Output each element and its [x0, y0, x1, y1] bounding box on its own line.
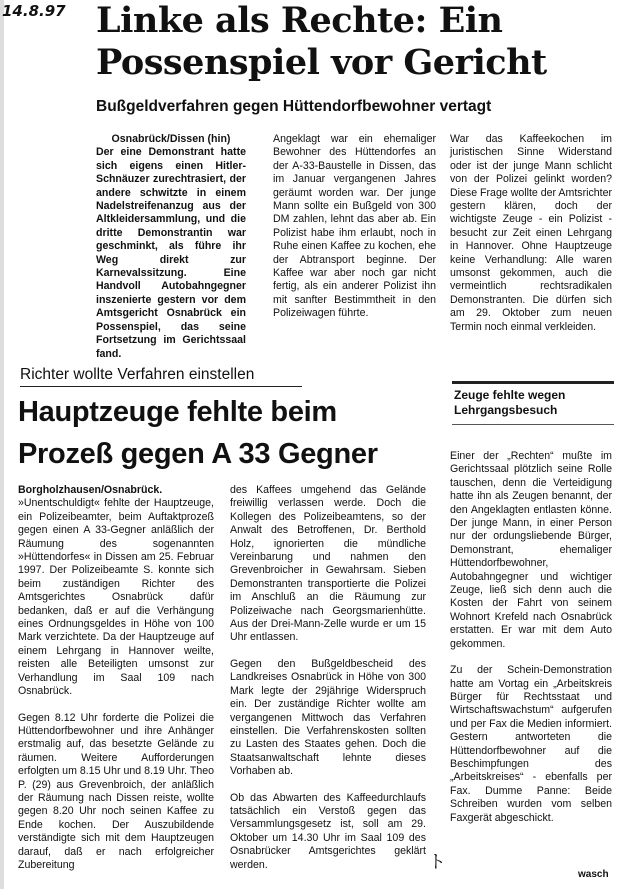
article2-col2-p2: Gegen den Bußgeldbescheid des Landkreises Osnabrück in Höhe von 300 Mark legte der 29jährige Widerspruch ein. Der zuständige Richter wollte am vergangenen Mittwoch das Verfahren einstellen. Die Verfahrenskosten sollten zu Lasten des Staates gehen. Doch die Staatsanwaltschaft lehnte dieses Vorhaben ab. [230, 657, 426, 778]
subheadline: Bußgeldverfahren gegen Hüttendorfbewohner vertagt [96, 98, 492, 115]
article2-column1 [18, 484, 214, 885]
sidebox-title: Zeuge fehlte wegen Lehrgangsbesuch [452, 381, 614, 425]
article1-lead-text: Der eine Demonstrant hatte sich eigens einen Hitler-Schnäuzer zurechtrasiert, der andere schwitzte in einem Nadelstreifenanzug aus der Altkleidersammlung, und die dritte Demonstrantin war geschminkt, als führe ihr Weg direkt zur Karnevalssitzung. Eine Handvoll Autobahngegner inszenierte gestern vor dem Amtsgericht Osnabrück ein Possenspiel, das seine Fortsetzung im Gerichtssaal fand. [96, 146, 246, 360]
article2-col2-p1: des Kaffees umgehend das Gelände freiwillig verlassen werde. Doch die Kollegen des Polizeibeamtens, so der Anwalt des Betroffenen, Dr. Berthold Holz, ignorierten die mündliche Vereinbarung und nahmen den Grevenbroicher in Gewahrsam. Sieben Demonstranten transportierte die Polizei im Anschluß an die Räumung zur Polizeiwache nach Georgsmarienhütte. Aus der Drei-Mann-Zelle wurde er um 15 Uhr entlassen. [230, 484, 426, 644]
article1-column2: Angeklagt war ein ehemaliger Bewohner des Hüttendorfes an der A-33-Baustelle in Dissen, das im Januar vergangenen Jahres geräumt worden war. Der junge Mann sollte ein Bußgeld von 300 DM zahlen, lehnt das aber ab. Ein Polizist habe ihm erlaubt, noch in Ruhe einen Kaffee zu kochen, ehe der Abtransport beginne. Der Kaffee war aber noch gar nicht fertig, als ein anderer Polizist ihn mit sanfter Bestimmtheit in den Polizeiwagen führte. [273, 133, 436, 320]
byline: wasch [578, 869, 609, 880]
article1-dateline: Osnabrück/Dissen (hin) [111, 133, 231, 145]
headline-line2: Possenspiel vor Gericht [96, 42, 547, 83]
article2-col2-p3: Ob das Abwarten des Kaffeedurchlaufs tatsächlich ein Verstoß gegen das Versammlungsgesetz ist, soll am 29. Oktober um 14.30 Uhr im Saal 109 des Osnabrücker Amtsgerichtes geklärt werden. [230, 791, 426, 871]
article2-col3-p1: Einer der „Rechten“ mußte im Gerichtssaal plötzlich seine Rolle tauschen, denn die Verteidigung hatte ihn als Zeugen benannt, der den Angeklagten entlasten könne. Der junge Mann, in einer Person nur der ordungsliebende Bürger, Demonstrant, ehemaliger Hüttendorfbewohner, Autobahngegner und wichtiger Zeuge, ließ sich denn auch die Kosten der Fahrt von seinem Wohnort Krefeld nach Osnabrück erstatten. Er war mit dem Auto gekommen. [450, 450, 612, 650]
headline2-line1: Hauptzeuge fehlte beim [18, 396, 337, 428]
headline-line1: Linke als Rechte: Ein [96, 0, 503, 41]
kicker: Richter wollte Verfahren einstellen [20, 366, 302, 387]
handwritten-mark: ト [428, 852, 446, 873]
article2-col1-p2: Gegen 8.12 Uhr forderte die Polizei die Hüttendorfbewohner und ihre Anhänger erstmalig auf, das besetzte Gelände zu räumen. Weitere Aufforderungen erfolgten um 8.15 Uhr und 8.19 Uhr. Theo P. (29) aus Grevenbroich, der anläßlich der Räumung nach Dissen reiste, wollte gegen 8.20 Uhr noch seinen Kaffee zu Ende kochen. Der Auszubildende verständigte sich mit dem Hauptzeugen darauf, daß er nach erfolgreicher Zubereitung [18, 711, 214, 871]
article2-column3 [450, 450, 612, 838]
article2-column2 [230, 484, 426, 885]
article2-col1-p1-text: »Unentschuldigt« fehlte der Hauptzeuge, ein Polizeibeamter, beim Auftaktprozeß gegen einen A 33-Gegner anläßlich der Räumung des sogenannten »Hüttendorfes« in Dissen am 25. Februar 1997. Der Polizeibeamte S. konnte sich beim zuständigen Richter des Amtsgerichtes Osnabrück dafür bedanken, daß er auf die Verhängung eines Ordnungsgeldes in Höhe von 100 Mark verzichtete. Da der Hauptzeuge auf einem Lehrgang in Hannover weilte, reisten alle Beteiligten umsonst zur Verhandlung im Saal 109 nach Osnabrück. [18, 497, 214, 698]
article2-dateline: Borgholzhausen/Osnabrück. [18, 484, 163, 496]
article2-col3-p2: Zu der Schein-Demonstration hatte am Vortag ein „Arbeitskreis Bürger für Rechtsstaat und Wirtschaftswachstum“ aufgerufen und per Fax die Medien informiert. Gestern antworteten die Hüttendorfbewohner auf die Beschimpfungen des „Arbeitskreises“ - ebenfalls per Fax. Dumme Panne: Beide Schreiben wurden vom selben Faxgerät abgeschickt. [450, 664, 612, 824]
headline2-line2: Prozeß gegen A 33 Gegner [18, 438, 378, 470]
date-stamp: 14.8.97 [2, 2, 66, 20]
scan-edge [0, 0, 4, 889]
article1-column3: War das Kaffeekochen im juristischen Sinne Widerstand oder ist der junge Mann schlicht von der Polizei gelinkt worden? Diese Frage wollte der Amtsrichter gestern klären, doch der wichtigste Zeuge - ein Polizist - besucht zur Zeit einen Lehrgang in Hannover. Ohne Hauptzeuge keine Verhandlung: Alle waren umsonst gekommen, auch die vermeintlich rechtsradikalen Demonstranten. Die dürfen sich am 29. Oktober zum neuen Termin noch einmal verkleiden. [450, 133, 612, 333]
article1-lead [96, 133, 246, 361]
article2-col1-p1 [18, 484, 214, 699]
